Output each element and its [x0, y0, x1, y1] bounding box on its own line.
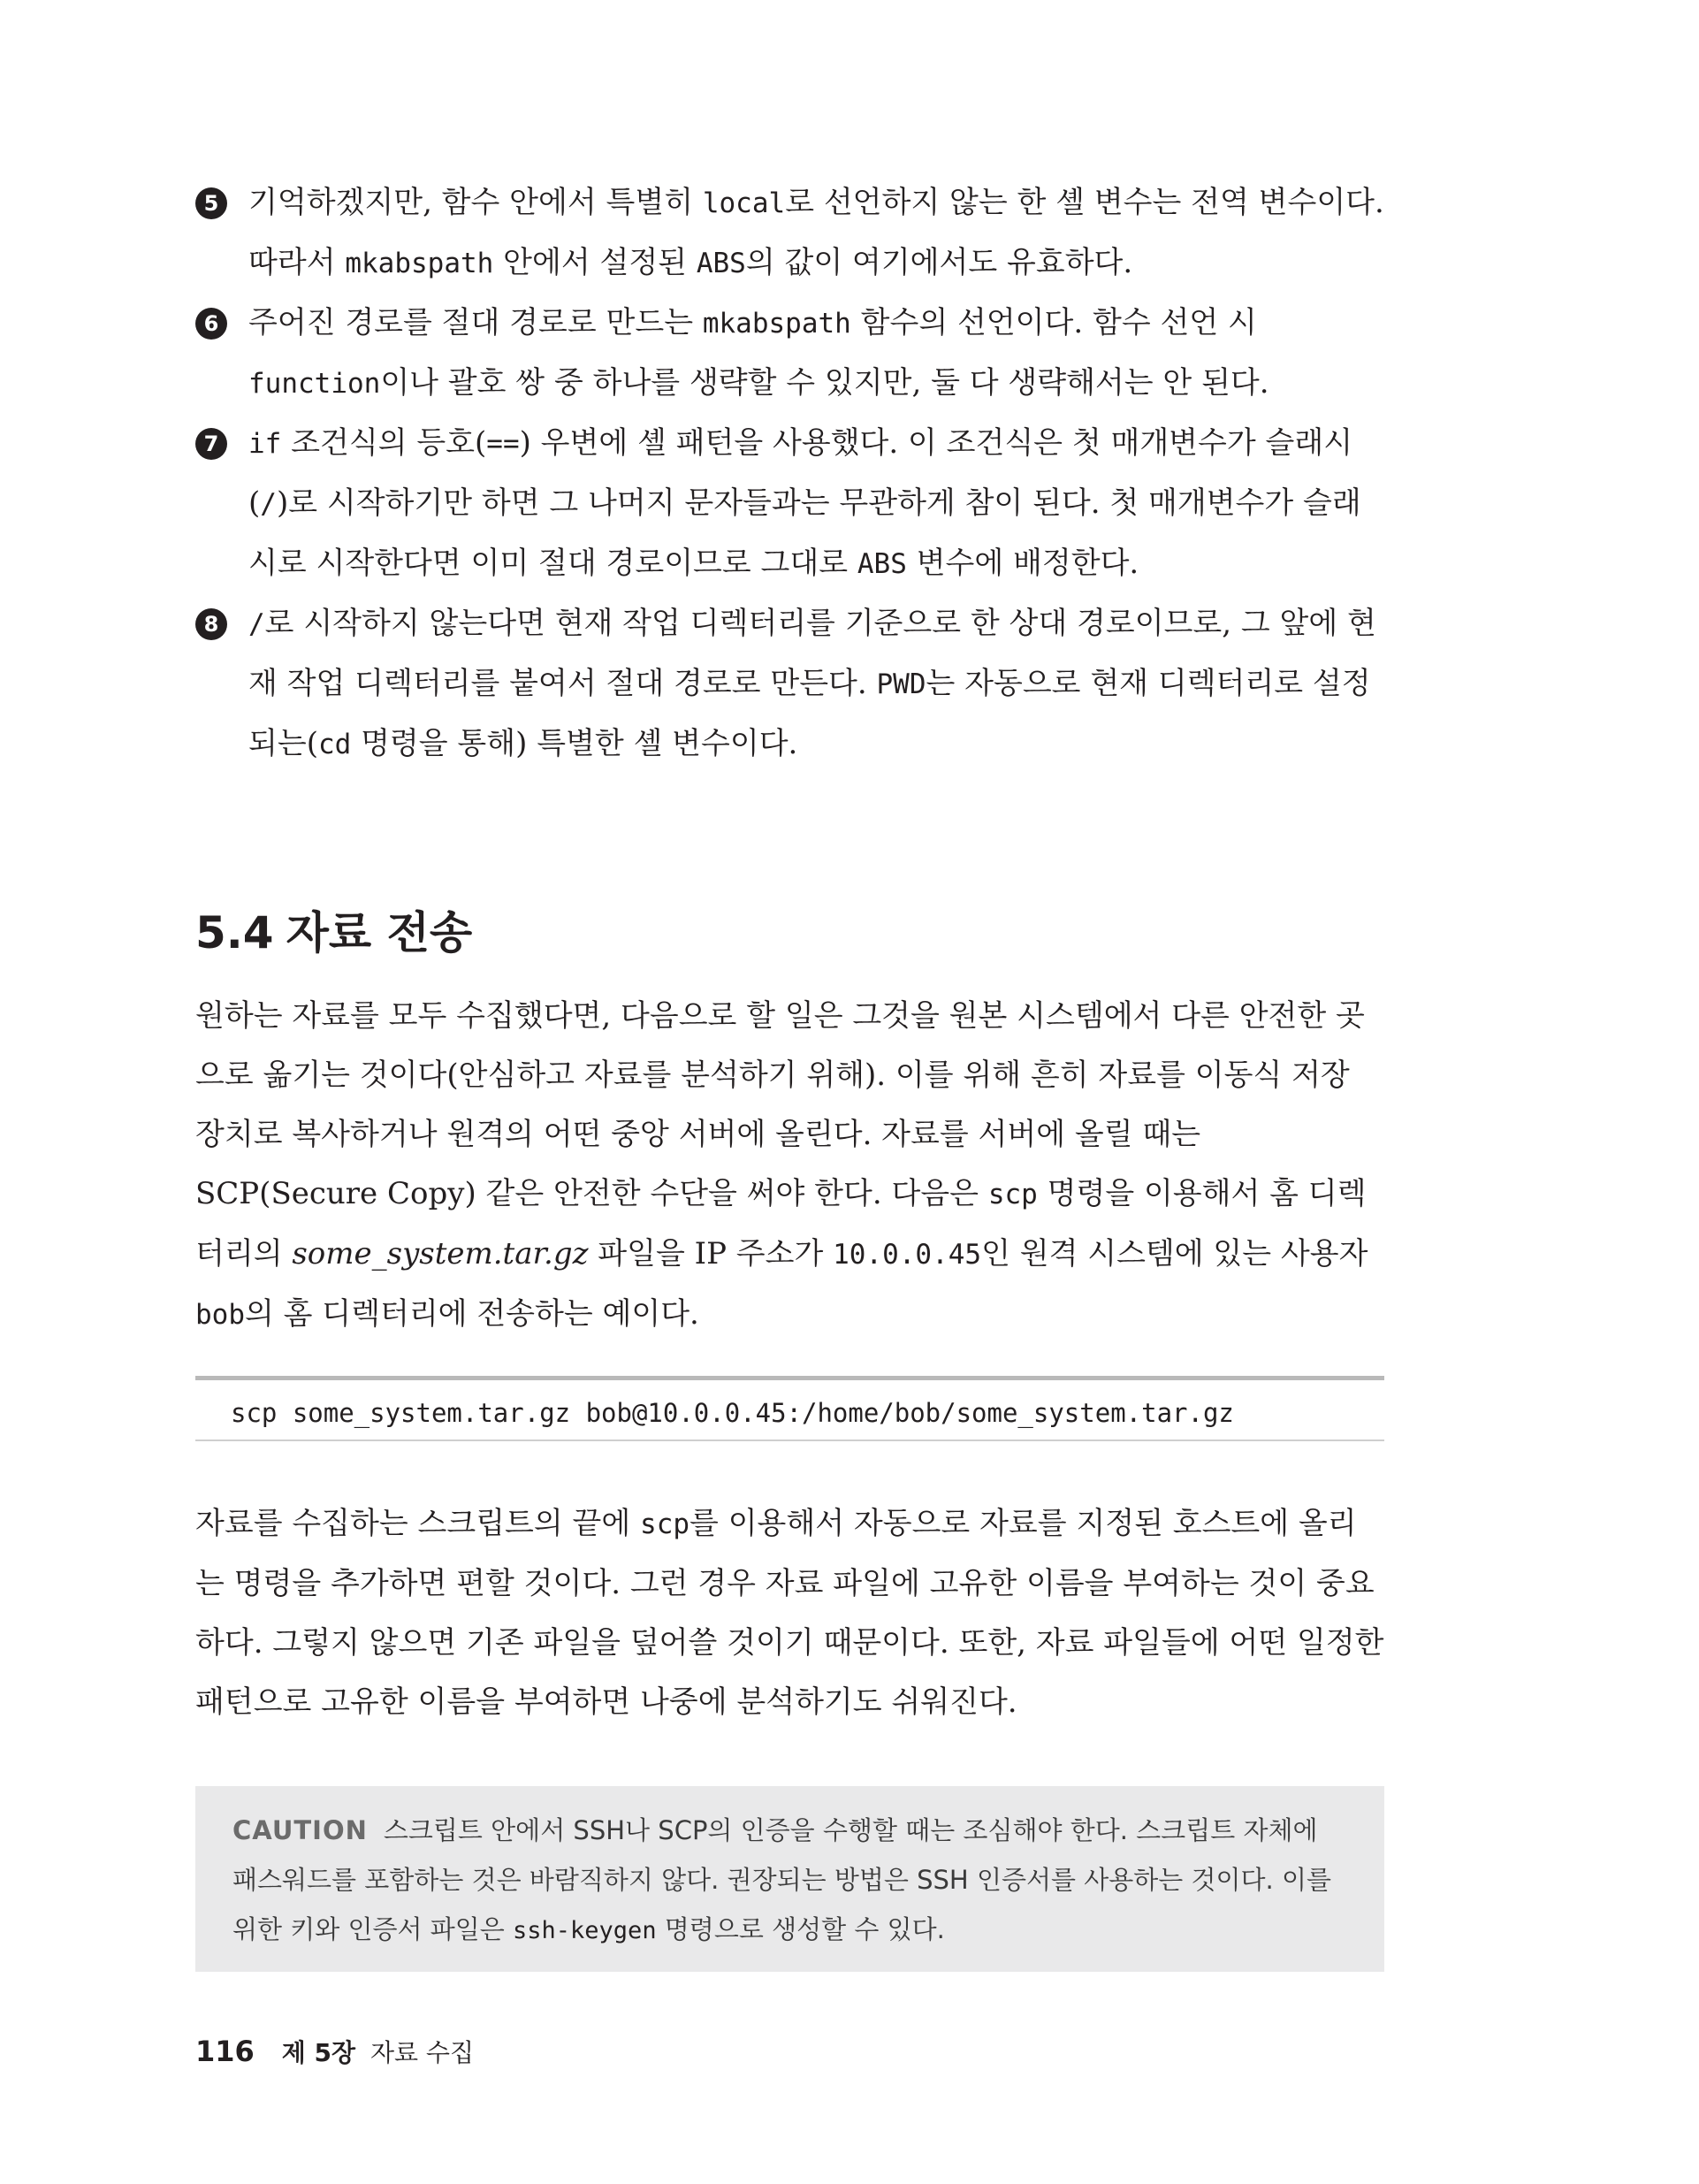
emphasis-text: some_system.tar.gz: [292, 1236, 589, 1271]
section-number: 5.4: [195, 907, 274, 958]
note-text: [248, 305, 1269, 401]
inline-code: PWD: [876, 668, 926, 700]
caution-text: [232, 1815, 1331, 1944]
text-run: 조건식의 등호(: [281, 425, 487, 461]
numbered-notes: [195, 173, 1384, 775]
text-run: 인 원격 시스템에 있는 사용자: [981, 1236, 1368, 1271]
text-run: 명령을 통해) 특별한 셸 변수이다.: [351, 726, 798, 761]
inline-code: /: [260, 488, 277, 520]
page-footer: [195, 2034, 474, 2071]
section-heading: [195, 902, 472, 964]
text-run: 로 시작하지 않는다면 현재 작업 디렉터리를 기준으로 한 상대 경로이므로, 그 앞에 현재 작업 디렉터리를 붙여서 절대 경로로 만든다.: [248, 606, 1376, 701]
inline-code: local: [702, 187, 786, 219]
note-number-badge: 8: [195, 608, 227, 640]
text-run: ) 우변에 셸 패턴을 사용했다. 이 조건식은 첫 매개변수가 슬래시(: [248, 425, 1353, 521]
note-number-badge: 7: [195, 428, 227, 460]
text-run: 의 홈 디렉터리에 전송하는 예이다.: [245, 1296, 699, 1332]
text-run: 는 자동으로 현재 디렉터리로 설정되는(: [248, 666, 1371, 761]
caution-box: [195, 1786, 1384, 1972]
caution-label: CAUTION: [232, 1815, 368, 1845]
text-run: 함수의 선언이다. 함수 선언 시: [850, 305, 1257, 340]
code-example: scp some_system.tar.gz bob@10.0.0.45:/home/bob/some_system.tar.gz: [231, 1398, 1234, 1428]
inline-code: /: [248, 608, 265, 640]
note-6: [195, 294, 1384, 414]
inline-code: ABS: [696, 248, 746, 279]
note-8: [195, 594, 1384, 775]
note-number-badge: 6: [195, 308, 227, 340]
inline-code: bob: [195, 1299, 245, 1331]
inline-code: if: [248, 428, 282, 460]
text-run: 를 이용해서 자동으로 자료를 지정된 호스트에 올리는 명령을 추가하면 편할 것이다. 그런 경우 자료 파일에 고유한 이름을 부여하는 것이 중요하다. 그렇지 않으면 기존 파일을 덮어쓸 것이기 때문이다. 또한, 자료 파일들에 어떤 일정한 패턴으로 고유한 이름을 부여하면 나중에 분석하기도 쉬워진다.: [195, 1506, 1384, 1720]
text-run: 자료를 수집하는 스크립트의 끝에: [195, 1506, 641, 1541]
chapter-number: 제 5장: [281, 2038, 356, 2067]
inline-code: mkabspath: [702, 308, 851, 340]
page-number: 116: [195, 2035, 255, 2068]
text-run: 로 선언하지 않는 한 셸 변수는 전역 변수이다. 따라서: [248, 185, 1384, 280]
note-7: [195, 414, 1384, 594]
text-run: 주어진 경로를 절대 경로로 만드는: [248, 305, 703, 340]
note-text: [248, 425, 1361, 581]
note-text: [248, 185, 1384, 280]
inline-code: cd: [317, 729, 352, 760]
inline-code: ABS: [857, 548, 907, 580]
chapter-title: 자료 수집: [370, 2038, 475, 2067]
note-text: [248, 606, 1376, 761]
inline-code: scp: [987, 1179, 1038, 1210]
text-run: 의 값이 여기에서도 유효하다.: [745, 245, 1133, 280]
code-block: [195, 1376, 1384, 1441]
inline-code: ==: [486, 428, 520, 460]
body-paragraph-automation: [195, 1494, 1384, 1732]
text-run: 스크립트 안에서 SSH나 SCP의 인증을 수행할 때는 조심해야 한다. 스크립트 자체에 패스워드를 포함하는 것은 바람직하지 않다. 권장되는 방법은 SSH 인증서를 사용하는 것이다. 이를 위한 키와 인증서 파일은: [232, 1815, 1331, 1944]
inline-code: scp: [640, 1508, 690, 1540]
body-paragraph-transfer: [195, 987, 1384, 1345]
text-run: 변수에 배정한다.: [906, 546, 1139, 581]
text-run: 파일을 IP 주소가: [588, 1236, 834, 1271]
text-run: 기억하겠지만, 함수 안에서 특별히: [248, 185, 703, 220]
text-run: )로 시작하기만 하면 그 나머지 문자들과는 무관하게 참이 된다. 첫 매개변수가 슬래시로 시작한다면 이미 절대 경로이므로 그대로: [248, 485, 1361, 581]
text-run: 안에서 설정된: [493, 245, 697, 280]
text-run: 명령을 이용해서 홈 디렉터리의: [195, 1176, 1367, 1271]
note-5: [195, 173, 1384, 294]
text-run: 이나 괄호 쌍 중 하나를 생략할 수 있지만, 둘 다 생략해서는 안 된다.: [380, 365, 1269, 401]
inline-code: mkabspath: [345, 248, 494, 279]
inline-code: function: [248, 368, 381, 400]
inline-code: 10.0.0.45: [833, 1239, 982, 1271]
text-run: 원하는 자료를 모두 수집했다면, 다음으로 할 일은 그것을 원본 시스템에서 다른 안전한 곳으로 옮기는 것이다(안심하고 자료를 분석하기 위해). 이를 위해 흔히 자료를 이동식 저장 장치로 복사하거나 원격의 어떤 중앙 서버에 올린다. 자료를 서버에 올릴 때는 SCP(Secure Copy) 같은 안전한 수단을 써야 한다. 다음은: [195, 998, 1365, 1211]
inline-code: ssh-keygen: [513, 1917, 657, 1944]
text-run: 명령으로 생성할 수 있다.: [656, 1914, 945, 1944]
section-title: 자료 전송: [286, 907, 473, 958]
note-number-badge: 5: [195, 187, 227, 219]
